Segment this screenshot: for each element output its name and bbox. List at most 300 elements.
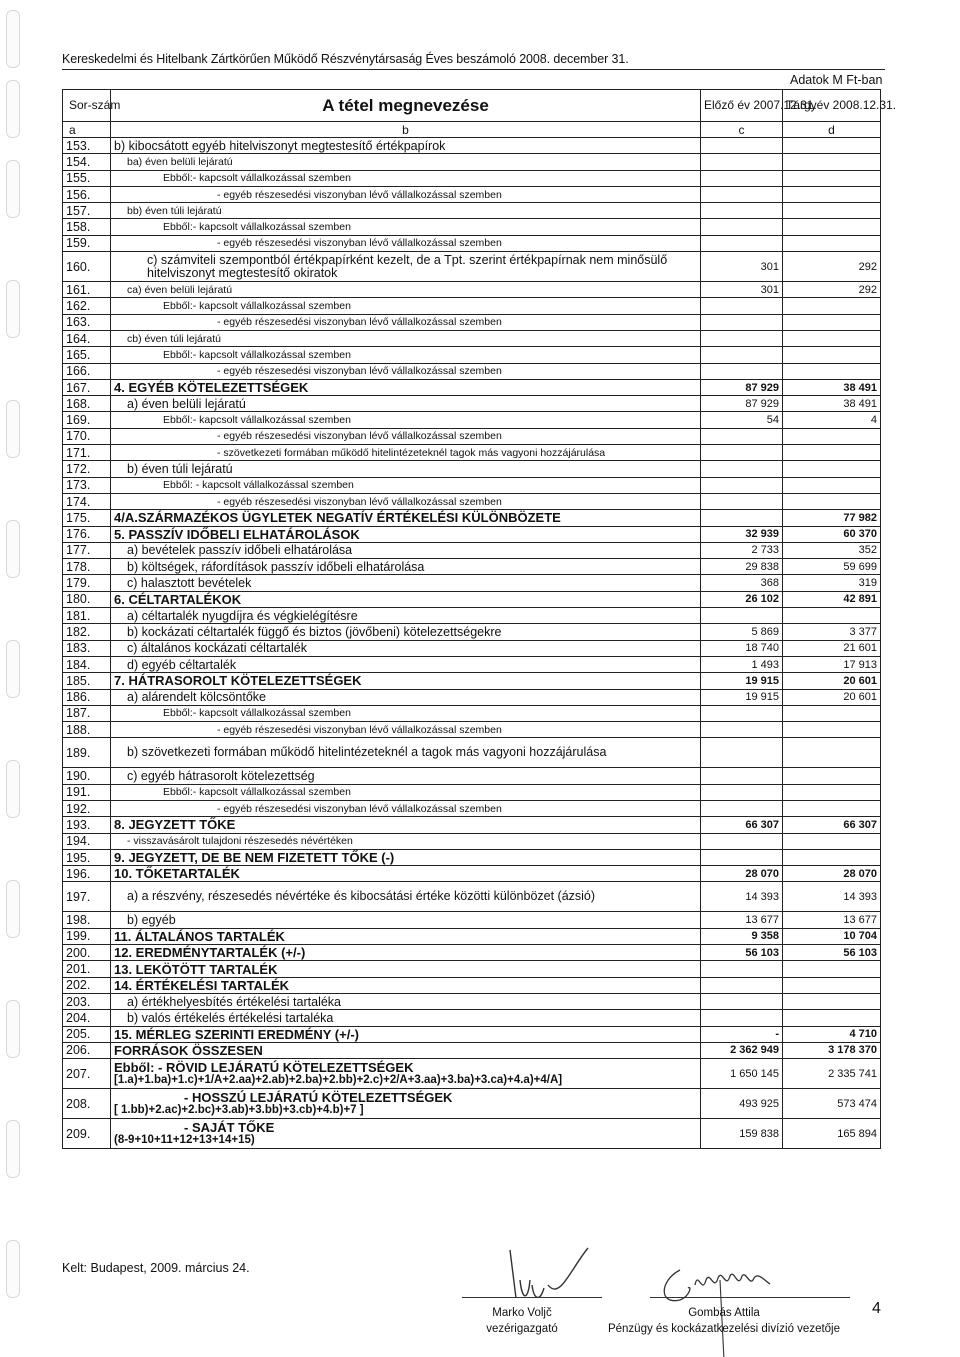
value-prev: 26 102 bbox=[701, 591, 783, 607]
value-curr: 59 699 bbox=[843, 560, 877, 573]
table-row bbox=[63, 445, 881, 461]
row-label: - egyéb részesedési viszonyban lévő vállalkozással szemben bbox=[111, 493, 701, 509]
row-number: 157. bbox=[63, 203, 111, 219]
table-row bbox=[63, 330, 881, 346]
value-prev bbox=[701, 314, 783, 330]
value-prev: 301 bbox=[701, 252, 783, 282]
row-label: Ebből:- kapcsolt vállalkozással szemben bbox=[111, 347, 701, 363]
table-row bbox=[63, 170, 881, 186]
row-number: 188. bbox=[63, 722, 111, 738]
row-label-formula: (8-9+10+11+12+13+14+15) bbox=[114, 1133, 255, 1146]
value-curr bbox=[783, 1010, 881, 1026]
row-label: a) a részvény, részesedés névértéke és kibocsátási értéke közötti különbözet (ázsió) bbox=[111, 882, 701, 912]
value-prev bbox=[701, 977, 783, 993]
table-row bbox=[63, 1010, 881, 1026]
table-row bbox=[63, 559, 881, 575]
table-row bbox=[63, 1089, 881, 1119]
value-curr bbox=[783, 186, 881, 202]
value-prev bbox=[701, 203, 783, 219]
table-row bbox=[63, 461, 881, 477]
document-header: Kereskedelmi és Hitelbank Zártkörűen Működő Részvénytársaság Éves beszámoló 2008. december 31. bbox=[62, 52, 629, 66]
row-number: 156. bbox=[63, 186, 111, 202]
value-prev: 1 650 145 bbox=[701, 1059, 783, 1089]
value-curr: 292 bbox=[858, 260, 877, 273]
row-number: 189. bbox=[63, 738, 111, 768]
row-label: 4. EGYÉB KÖTELEZETTSÉGEK bbox=[111, 379, 701, 395]
value-curr: 352 bbox=[858, 544, 877, 557]
row-label: b) költségek, ráfordítások passzív időbeli elhatárolása bbox=[111, 559, 701, 575]
row-label: 7. HÁTRASOROLT KÖTELEZETTSÉGEK bbox=[111, 673, 701, 689]
row-number: 185. bbox=[63, 673, 111, 689]
row-label: - szövetkezeti formában működő hitelintézeteknél tagok más vagyoni hozzájárulása bbox=[111, 445, 701, 461]
row-label: c) egyéb hátrasorolt kötelezettség bbox=[111, 768, 701, 784]
row-number: 183. bbox=[63, 640, 111, 656]
value-curr: 77 982 bbox=[843, 511, 877, 524]
row-label: 5. PASSZÍV IDŐBELI ELHATÁROLÁSOK bbox=[111, 526, 701, 542]
signer-2-title: Pénzügy és kockázatkezelési divízió vezetője bbox=[607, 1323, 841, 1335]
table-row bbox=[63, 849, 881, 865]
value-curr bbox=[783, 993, 881, 1009]
row-number: 154. bbox=[63, 154, 111, 170]
value-prev bbox=[701, 298, 783, 314]
table-row bbox=[63, 138, 881, 154]
value-prev bbox=[701, 477, 783, 493]
table-row bbox=[63, 298, 881, 314]
signer-2-name: Gombás Attila bbox=[688, 1307, 760, 1319]
value-prev: 13 677 bbox=[701, 912, 783, 928]
row-label: b) éven túli lejáratú bbox=[111, 461, 701, 477]
value-prev: 1 493 bbox=[701, 656, 783, 672]
col-letter-b: b bbox=[111, 122, 701, 138]
binder-holes bbox=[0, 0, 30, 1357]
value-curr bbox=[783, 849, 881, 865]
row-number: 201. bbox=[63, 961, 111, 977]
value-prev: 5 869 bbox=[701, 624, 783, 640]
table-row bbox=[63, 186, 881, 202]
row-number: 200. bbox=[63, 945, 111, 961]
table-row bbox=[63, 219, 881, 235]
row-number: 193. bbox=[63, 817, 111, 833]
table-row bbox=[63, 689, 881, 705]
row-number: 175. bbox=[63, 510, 111, 526]
value-prev bbox=[701, 784, 783, 800]
value-prev: 87 929 bbox=[701, 379, 783, 395]
value-curr bbox=[783, 784, 881, 800]
row-number: 179. bbox=[63, 575, 111, 591]
value-curr bbox=[783, 203, 881, 219]
row-number: 178. bbox=[63, 559, 111, 575]
row-number: 176. bbox=[63, 526, 111, 542]
value-prev bbox=[701, 1010, 783, 1026]
value-prev bbox=[701, 510, 783, 526]
value-curr bbox=[783, 461, 881, 477]
row-label: Ebből:- kapcsolt vállalkozással szemben bbox=[111, 298, 701, 314]
value-curr: 2 335 741 bbox=[828, 1067, 877, 1080]
signer-1-title: vezérigazgató bbox=[486, 1323, 558, 1335]
signature-2 bbox=[640, 1250, 790, 1310]
row-label: cb) éven túli lejáratú bbox=[111, 330, 701, 346]
row-number: 153. bbox=[63, 138, 111, 154]
table-row bbox=[63, 608, 881, 624]
row-number: 169. bbox=[63, 412, 111, 428]
value-prev: 9 358 bbox=[701, 928, 783, 944]
row-number: 158. bbox=[63, 219, 111, 235]
row-label: a) bevételek passzív időbeli elhatárolása bbox=[111, 542, 701, 558]
row-label: b) egyéb bbox=[111, 912, 701, 928]
table-row bbox=[63, 1059, 881, 1089]
table-row bbox=[63, 252, 881, 282]
row-number: 186. bbox=[63, 689, 111, 705]
value-prev: 301 bbox=[701, 282, 783, 298]
row-label: - egyéb részesedési viszonyban lévő vállalkozással szemben bbox=[111, 235, 701, 251]
row-number: 171. bbox=[63, 445, 111, 461]
row-number: 165. bbox=[63, 347, 111, 363]
row-number: 203. bbox=[63, 993, 111, 1009]
value-curr: 14 393 bbox=[843, 890, 877, 903]
row-label: Ebből:- kapcsolt vállalkozással szemben bbox=[111, 170, 701, 186]
row-number: 161. bbox=[63, 282, 111, 298]
row-label bbox=[111, 1089, 701, 1119]
value-prev: 19 915 bbox=[701, 689, 783, 705]
row-label: 9. JEGYZETT, DE BE NEM FIZETETT TŐKE (-) bbox=[111, 849, 701, 865]
table-row bbox=[63, 282, 881, 298]
value-prev bbox=[701, 347, 783, 363]
row-number: 191. bbox=[63, 784, 111, 800]
row-label-formula: [ 1.bb)+2.ac)+2.bc)+3.ab)+3.bb)+3.cb)+4.b)+7 ] bbox=[114, 1103, 364, 1116]
value-curr: 10 704 bbox=[843, 930, 877, 943]
value-prev: 54 bbox=[701, 412, 783, 428]
row-number: 184. bbox=[63, 656, 111, 672]
table-row bbox=[63, 379, 881, 395]
value-curr bbox=[783, 445, 881, 461]
row-number: 172. bbox=[63, 461, 111, 477]
row-label: - egyéb részesedési viszonyban lévő vállalkozással szemben bbox=[111, 186, 701, 202]
row-number: 208. bbox=[63, 1089, 111, 1119]
page-number: 4 bbox=[872, 1300, 881, 1317]
value-prev: 18 740 bbox=[701, 640, 783, 656]
value-prev bbox=[701, 849, 783, 865]
value-curr: 28 070 bbox=[843, 867, 877, 880]
value-prev bbox=[701, 705, 783, 721]
table-row bbox=[63, 912, 881, 928]
row-number: 206. bbox=[63, 1042, 111, 1058]
value-prev bbox=[701, 961, 783, 977]
value-curr bbox=[783, 154, 881, 170]
row-label: a) éven belüli lejáratú bbox=[111, 396, 701, 412]
row-number: 194. bbox=[63, 833, 111, 849]
row-number: 190. bbox=[63, 768, 111, 784]
row-number: 199. bbox=[63, 928, 111, 944]
table-row bbox=[63, 510, 881, 526]
value-prev: 159 838 bbox=[701, 1119, 783, 1149]
table-row bbox=[63, 1042, 881, 1058]
value-curr bbox=[783, 833, 881, 849]
row-label: d) egyéb céltartalék bbox=[111, 656, 701, 672]
row-number: 205. bbox=[63, 1026, 111, 1042]
value-curr: 292 bbox=[858, 283, 877, 296]
value-prev bbox=[701, 138, 783, 154]
value-curr: 21 601 bbox=[843, 642, 877, 655]
table-row bbox=[63, 738, 881, 768]
table-row bbox=[63, 673, 881, 689]
value-curr: 17 913 bbox=[843, 658, 877, 671]
row-label-line-1: - SAJÁT TŐKE bbox=[184, 1119, 275, 1135]
row-label: b) kibocsátott egyéb hitelviszonyt megtestesítő értékpapírok bbox=[111, 138, 701, 154]
table-row bbox=[63, 800, 881, 816]
value-prev: 14 393 bbox=[701, 882, 783, 912]
row-label: Ebből:- kapcsolt vállalkozással szemben bbox=[111, 705, 701, 721]
row-number: 207. bbox=[63, 1059, 111, 1089]
col-letter-a: a bbox=[63, 122, 111, 138]
table-row bbox=[63, 656, 881, 672]
signer-2 bbox=[582, 1305, 866, 1337]
value-curr: 66 307 bbox=[843, 818, 877, 831]
value-prev bbox=[701, 461, 783, 477]
row-label-formula: [1.a)+1.ba)+1.c)+1/A+2.aa)+2.ab)+2.ba)+2.bb)+2.c)+2/A+3.aa)+3.ba)+3.ca)+4.a)+4/A] bbox=[114, 1073, 563, 1086]
row-label: Ebből: - kapcsolt vállalkozással szemben bbox=[111, 477, 701, 493]
row-label: c) általános kockázati céltartalék bbox=[111, 640, 701, 656]
table-row bbox=[63, 477, 881, 493]
place-and-date: Kelt: Budapest, 2009. március 24. bbox=[62, 1261, 250, 1275]
row-label: - visszavásárolt tulajdoni részesedés névértéken bbox=[111, 833, 701, 849]
row-number: 187. bbox=[63, 705, 111, 721]
row-number: 204. bbox=[63, 1010, 111, 1026]
row-label: 8. JEGYZETT TŐKE bbox=[111, 817, 701, 833]
signer-1-name: Marko Voljč bbox=[492, 1307, 552, 1319]
row-label: - egyéb részesedési viszonyban lévő vállalkozással szemben bbox=[111, 314, 701, 330]
value-curr bbox=[783, 138, 881, 154]
row-number: 170. bbox=[63, 428, 111, 444]
table-row bbox=[63, 977, 881, 993]
table-row bbox=[63, 526, 881, 542]
col-header-curr: Tárgyév 2008.12.31. bbox=[786, 98, 897, 112]
table-row bbox=[63, 1026, 881, 1042]
row-label: FORRÁSOK ÖSSZESEN bbox=[111, 1042, 701, 1058]
row-number: 196. bbox=[63, 866, 111, 882]
value-curr: 165 894 bbox=[837, 1127, 877, 1140]
value-curr bbox=[783, 298, 881, 314]
value-prev bbox=[701, 800, 783, 816]
row-number: 192. bbox=[63, 800, 111, 816]
signer-1 bbox=[452, 1305, 592, 1337]
table-row bbox=[63, 624, 881, 640]
row-number: 197. bbox=[63, 882, 111, 912]
table-row bbox=[63, 722, 881, 738]
value-curr: 3 178 370 bbox=[828, 1044, 877, 1057]
col-header-sorszam: Sor-szám bbox=[63, 90, 111, 122]
row-number: 168. bbox=[63, 396, 111, 412]
value-curr bbox=[783, 608, 881, 624]
value-curr bbox=[783, 800, 881, 816]
value-curr bbox=[783, 235, 881, 251]
table-row bbox=[63, 542, 881, 558]
value-curr: 20 601 bbox=[843, 691, 877, 704]
row-number: 163. bbox=[63, 314, 111, 330]
row-label: 11. ÁLTALÁNOS TARTALÉK bbox=[111, 928, 701, 944]
table-row bbox=[63, 817, 881, 833]
value-curr: 56 103 bbox=[843, 946, 877, 959]
table-row bbox=[63, 347, 881, 363]
value-prev: 2 733 bbox=[701, 542, 783, 558]
table-row bbox=[63, 928, 881, 944]
value-curr: 13 677 bbox=[843, 914, 877, 927]
column-letter-row bbox=[63, 122, 881, 138]
row-label: c) számviteli szempontból értékpapírként kezelt, de a Tpt. szerint értékpapírnak nem minősülő hitelviszonyt megtestesítő okiratok bbox=[111, 252, 701, 282]
value-prev: 28 070 bbox=[701, 866, 783, 882]
value-prev: - bbox=[701, 1026, 783, 1042]
value-prev bbox=[701, 235, 783, 251]
value-curr bbox=[783, 493, 881, 509]
value-curr: 60 370 bbox=[843, 528, 877, 541]
row-label: 6. CÉLTARTALÉKOK bbox=[111, 591, 701, 607]
row-label: - egyéb részesedési viszonyban lévő vállalkozással szemben bbox=[111, 428, 701, 444]
row-number: 198. bbox=[63, 912, 111, 928]
value-curr: 38 491 bbox=[843, 397, 877, 410]
value-prev bbox=[701, 219, 783, 235]
row-number: 195. bbox=[63, 849, 111, 865]
value-curr: 42 891 bbox=[843, 593, 877, 606]
value-prev bbox=[701, 493, 783, 509]
row-label: - egyéb részesedési viszonyban lévő vállalkozással szemben bbox=[111, 800, 701, 816]
row-number: 167. bbox=[63, 379, 111, 395]
row-number: 162. bbox=[63, 298, 111, 314]
table-row bbox=[63, 945, 881, 961]
row-label bbox=[111, 1119, 701, 1149]
col-header-prev: Előző év 2007.12.31. bbox=[701, 90, 783, 122]
value-curr bbox=[783, 170, 881, 186]
row-label: Ebből:- kapcsolt vállalkozással szemben bbox=[111, 784, 701, 800]
row-number: 164. bbox=[63, 330, 111, 346]
value-curr: 573 474 bbox=[837, 1097, 877, 1110]
value-curr bbox=[783, 219, 881, 235]
value-curr: 3 377 bbox=[849, 625, 877, 638]
row-number: 177. bbox=[63, 542, 111, 558]
value-curr: 319 bbox=[858, 577, 877, 590]
value-curr bbox=[783, 428, 881, 444]
row-number: 159. bbox=[63, 235, 111, 251]
value-prev: 87 929 bbox=[701, 396, 783, 412]
table-row bbox=[63, 640, 881, 656]
row-label: b) szövetkezeti formában működő hitelintézeteknél a tagok más vagyoni hozzájárulása bbox=[111, 738, 701, 768]
table-row bbox=[63, 314, 881, 330]
table-row bbox=[63, 784, 881, 800]
table-row bbox=[63, 1119, 881, 1149]
row-label bbox=[111, 1059, 701, 1089]
header-divider bbox=[62, 69, 885, 70]
table-header-row bbox=[63, 90, 881, 122]
row-number: 160. bbox=[63, 252, 111, 282]
table-row bbox=[63, 705, 881, 721]
value-prev bbox=[701, 170, 783, 186]
value-curr bbox=[783, 768, 881, 784]
table-row bbox=[63, 396, 881, 412]
table-row bbox=[63, 235, 881, 251]
row-number: 155. bbox=[63, 170, 111, 186]
col-letter-c: c bbox=[701, 122, 783, 138]
value-prev bbox=[701, 330, 783, 346]
row-label: - egyéb részesedési viszonyban lévő vállalkozással szemben bbox=[111, 363, 701, 379]
value-curr bbox=[783, 363, 881, 379]
row-label: Ebből:- kapcsolt vállalkozással szemben bbox=[111, 219, 701, 235]
value-prev bbox=[701, 186, 783, 202]
value-prev: 368 bbox=[701, 575, 783, 591]
row-label: b) kockázati céltartalék függő és biztos (jövőbeni) kötelezettségekre bbox=[111, 624, 701, 640]
value-prev bbox=[701, 993, 783, 1009]
table-row bbox=[63, 961, 881, 977]
row-number: 180. bbox=[63, 591, 111, 607]
signature-line-1 bbox=[462, 1297, 602, 1298]
col-header-name: A tétel megnevezése bbox=[111, 90, 701, 122]
table-row bbox=[63, 363, 881, 379]
value-prev: 2 362 949 bbox=[701, 1042, 783, 1058]
value-curr: 38 491 bbox=[843, 381, 877, 394]
value-curr bbox=[783, 961, 881, 977]
value-prev bbox=[701, 363, 783, 379]
row-label: 15. MÉRLEG SZERINTI EREDMÉNY (+/-) bbox=[111, 1026, 701, 1042]
row-number: 202. bbox=[63, 977, 111, 993]
value-prev bbox=[701, 428, 783, 444]
value-prev bbox=[701, 154, 783, 170]
col-letter-d: d bbox=[828, 122, 835, 137]
table-row bbox=[63, 203, 881, 219]
value-curr: 4 bbox=[870, 414, 877, 427]
row-number: 173. bbox=[63, 477, 111, 493]
value-curr: 4 710 bbox=[849, 1028, 877, 1041]
row-label: 13. LEKÖTÖTT TARTALÉK bbox=[111, 961, 701, 977]
value-prev bbox=[701, 768, 783, 784]
value-curr bbox=[783, 977, 881, 993]
signature-1 bbox=[470, 1240, 630, 1310]
row-label: - egyéb részesedési viszonyban lévő vállalkozással szemben bbox=[111, 722, 701, 738]
table-row bbox=[63, 428, 881, 444]
table-row bbox=[63, 412, 881, 428]
row-label: Ebből:- kapcsolt vállalkozással szemben bbox=[111, 412, 701, 428]
value-prev bbox=[701, 608, 783, 624]
row-number: 181. bbox=[63, 608, 111, 624]
value-curr bbox=[783, 314, 881, 330]
value-prev: 56 103 bbox=[701, 945, 783, 961]
table-row bbox=[63, 993, 881, 1009]
table-row bbox=[63, 154, 881, 170]
row-label: ba) éven belüli lejáratú bbox=[111, 154, 701, 170]
row-label: 14. ÉRTÉKELÉSI TARTALÉK bbox=[111, 977, 701, 993]
row-label: b) valós értékelés értékelési tartaléka bbox=[111, 1010, 701, 1026]
balance-sheet-table bbox=[62, 89, 897, 1149]
value-prev: 493 925 bbox=[701, 1089, 783, 1119]
value-prev bbox=[701, 738, 783, 768]
row-number: 209. bbox=[63, 1119, 111, 1149]
row-label: bb) éven túli lejáratú bbox=[111, 203, 701, 219]
row-label: a) céltartalék nyugdíjra és végkielégítésre bbox=[111, 608, 701, 624]
row-label: 10. TŐKETARTALÉK bbox=[111, 866, 701, 882]
row-label-line-1: - HOSSZÚ LEJÁRATÚ KÖTELEZETTSÉGEK bbox=[184, 1089, 453, 1105]
unit-note: Adatok M Ft-ban bbox=[790, 73, 883, 87]
table-row bbox=[63, 575, 881, 591]
row-label: ca) éven belüli lejáratú bbox=[111, 282, 701, 298]
table-row bbox=[63, 768, 881, 784]
row-label-line-1: Ebből: - RÖVID LEJÁRATÚ KÖTELEZETTSÉGEK bbox=[114, 1059, 414, 1075]
value-curr bbox=[783, 705, 881, 721]
value-curr bbox=[783, 477, 881, 493]
value-prev bbox=[701, 722, 783, 738]
table-row bbox=[63, 866, 881, 882]
signature-line-2 bbox=[650, 1297, 850, 1298]
value-prev: 29 838 bbox=[701, 559, 783, 575]
row-number: 174. bbox=[63, 493, 111, 509]
row-label: 12. EREDMÉNYTARTALÉK (+/-) bbox=[111, 945, 701, 961]
value-prev: 66 307 bbox=[701, 817, 783, 833]
value-curr bbox=[783, 347, 881, 363]
